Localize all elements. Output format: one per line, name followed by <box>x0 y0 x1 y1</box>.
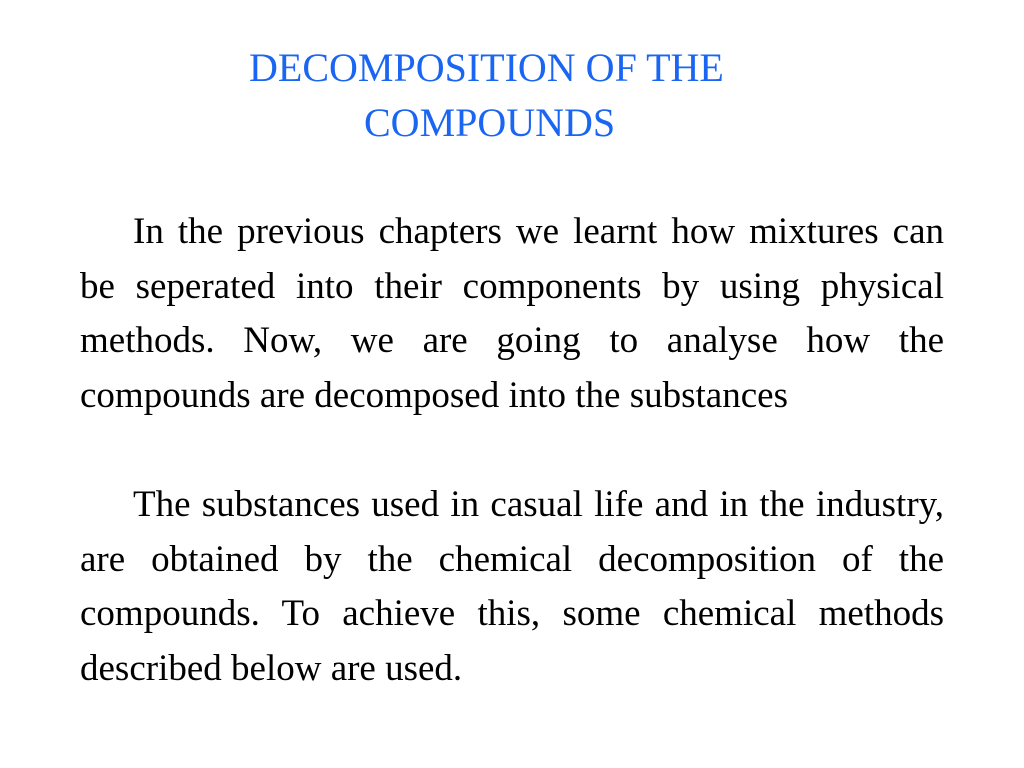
slide-title-line-2: COMPOUNDS <box>364 100 616 145</box>
slide-title-line-1: DECOMPOSITION OF THE <box>249 45 724 90</box>
body-paragraph-2: The substances used in casual life and in the industry, are obtained by the chemical decomposition of the compounds. To achieve this, some chemical methods described below are used. <box>80 484 944 689</box>
body-paragraph-1: In the previous chapters we learnt how mixtures can be seperated into their components by using physical methods. Now, we are going to analyse how the compounds are decomposed into the substances <box>80 211 944 416</box>
